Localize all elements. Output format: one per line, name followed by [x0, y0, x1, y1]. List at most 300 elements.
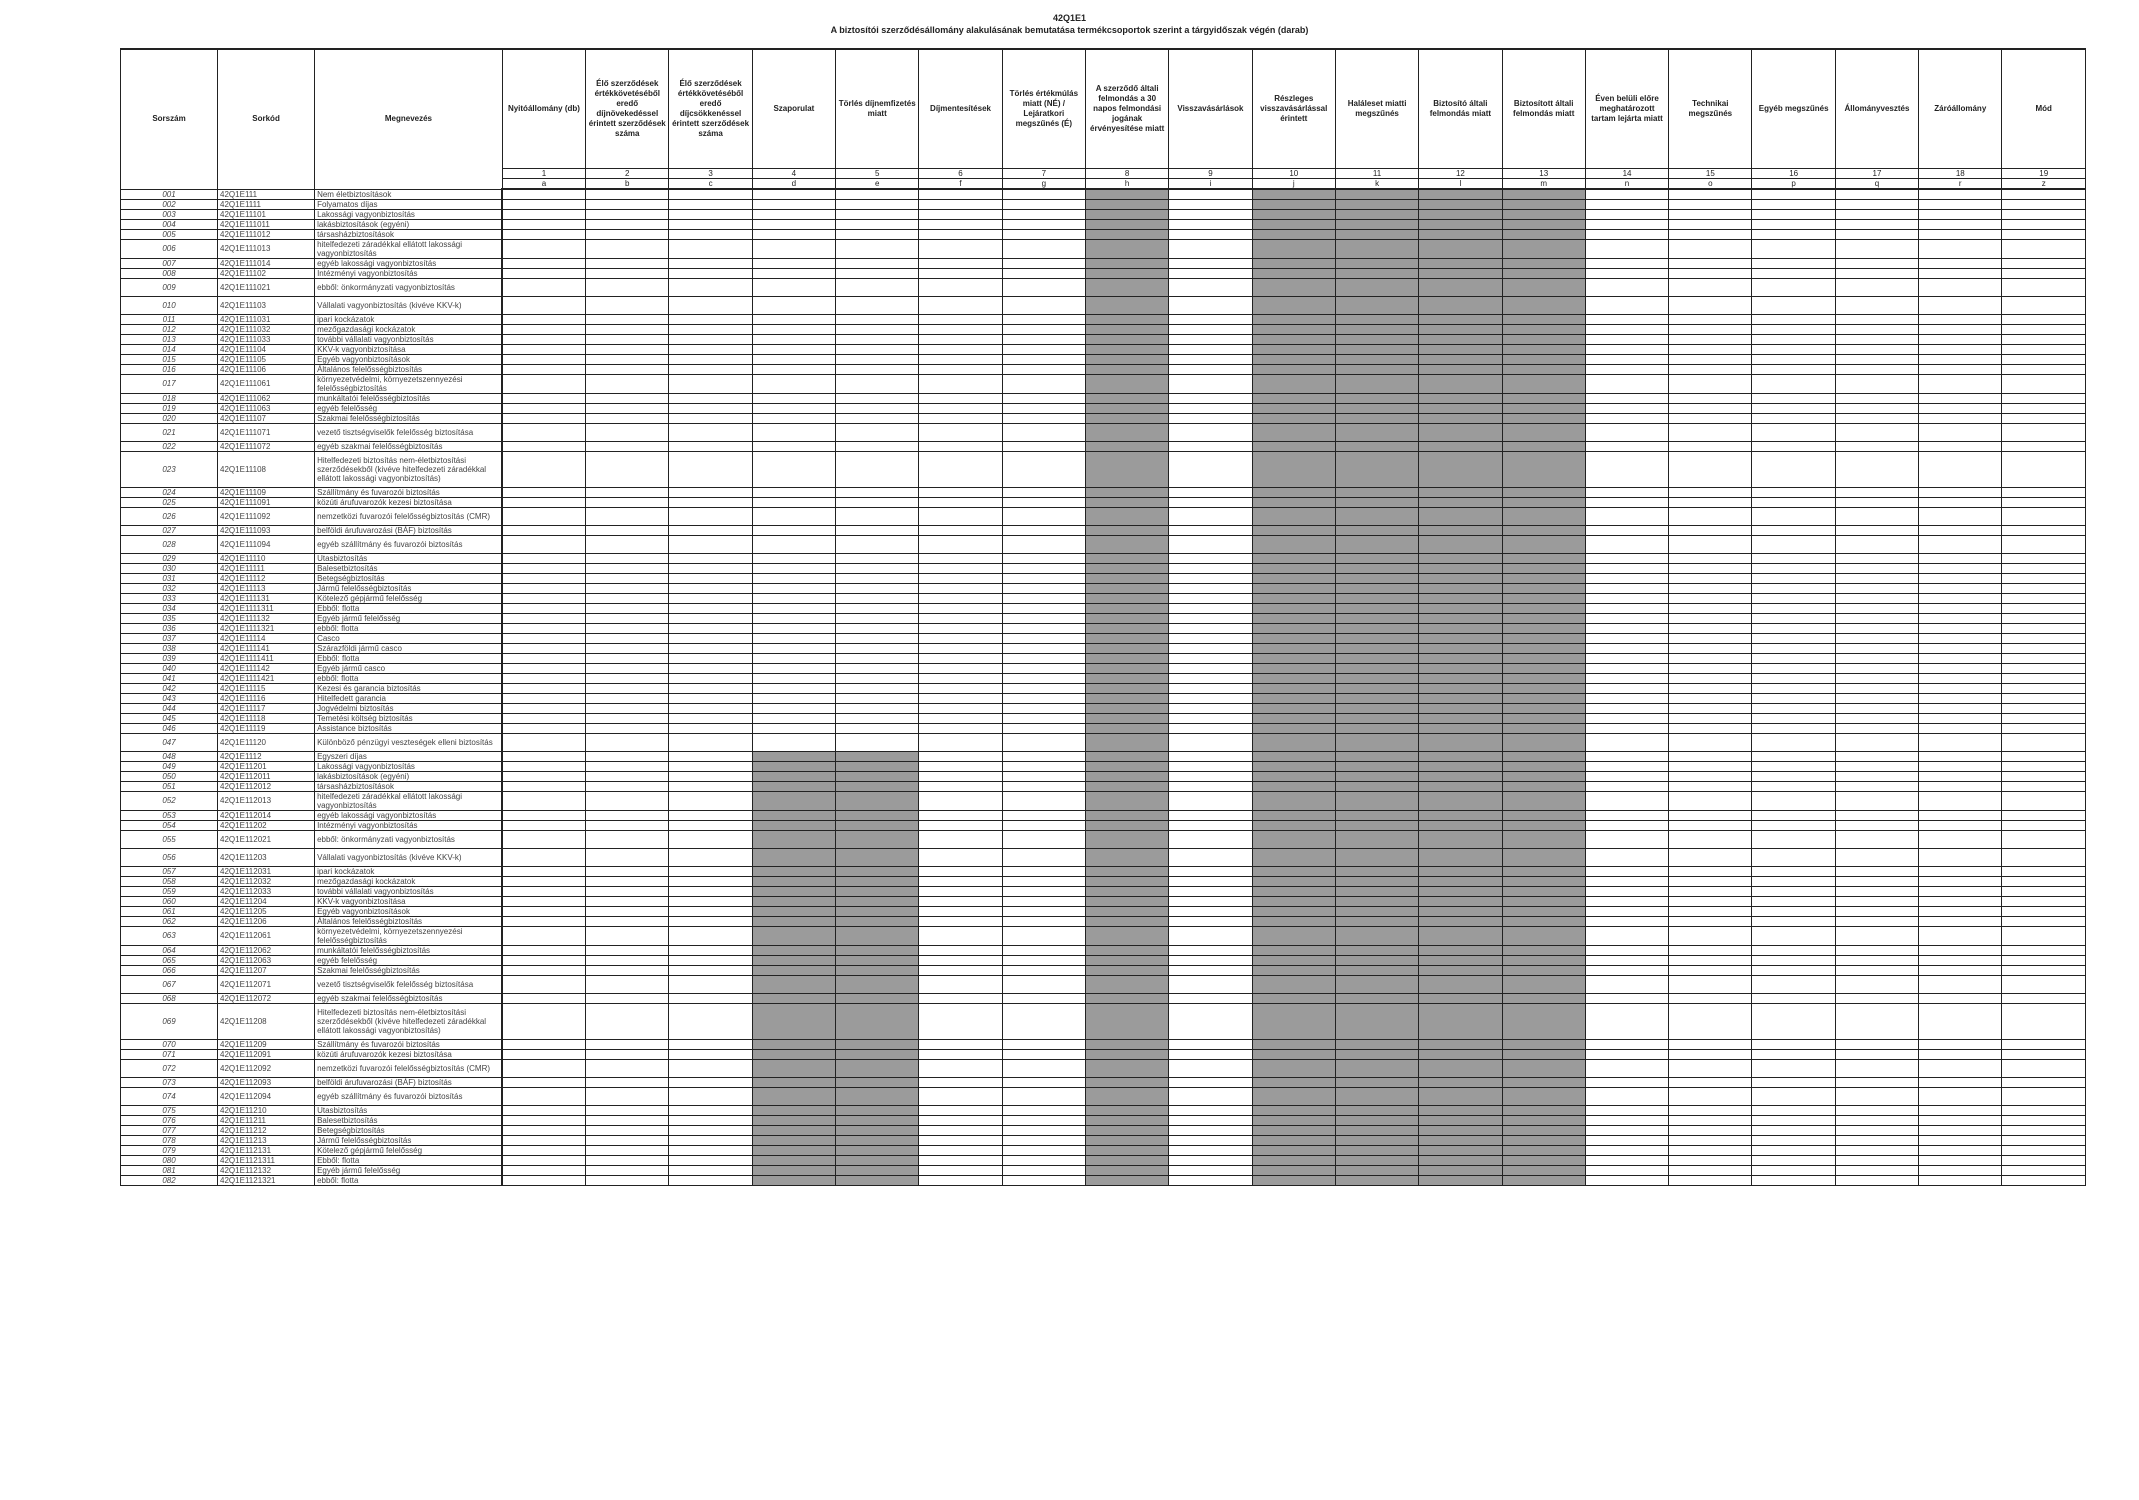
data-cell[interactable]	[752, 374, 835, 393]
data-cell[interactable]	[502, 1059, 585, 1077]
data-cell[interactable]	[586, 916, 669, 926]
data-cell[interactable]	[1585, 896, 1668, 906]
data-cell[interactable]	[1169, 189, 1252, 199]
data-cell[interactable]	[1919, 791, 2002, 810]
data-cell[interactable]	[836, 344, 919, 354]
data-cell[interactable]	[2002, 761, 2086, 771]
data-cell[interactable]	[1002, 916, 1085, 926]
data-cell[interactable]	[1585, 334, 1668, 344]
data-cell[interactable]	[1585, 189, 1668, 199]
data-cell[interactable]	[502, 535, 585, 553]
data-cell[interactable]	[1002, 441, 1085, 451]
data-cell[interactable]	[1919, 573, 2002, 583]
data-cell[interactable]	[669, 916, 752, 926]
data-cell[interactable]	[502, 761, 585, 771]
data-cell[interactable]	[669, 374, 752, 393]
data-cell[interactable]	[1169, 926, 1252, 945]
data-cell[interactable]	[669, 413, 752, 423]
data-cell[interactable]	[1835, 553, 1918, 563]
data-cell[interactable]	[669, 219, 752, 229]
data-cell[interactable]	[502, 653, 585, 663]
data-cell[interactable]	[836, 423, 919, 441]
data-cell[interactable]	[919, 1077, 1002, 1087]
data-cell[interactable]	[1835, 603, 1918, 613]
data-cell[interactable]	[502, 876, 585, 886]
data-cell[interactable]	[1585, 497, 1668, 507]
data-cell[interactable]	[1835, 219, 1918, 229]
data-cell[interactable]	[752, 403, 835, 413]
data-cell[interactable]	[502, 791, 585, 810]
data-cell[interactable]	[1669, 896, 1752, 906]
data-cell[interactable]	[669, 955, 752, 965]
data-cell[interactable]	[1669, 623, 1752, 633]
data-cell[interactable]	[752, 723, 835, 733]
data-cell[interactable]	[669, 751, 752, 761]
data-cell[interactable]	[586, 643, 669, 653]
data-cell[interactable]	[586, 1125, 669, 1135]
data-cell[interactable]	[1669, 723, 1752, 733]
data-cell[interactable]	[1919, 563, 2002, 573]
data-cell[interactable]	[1002, 1087, 1085, 1105]
data-cell[interactable]	[1585, 643, 1668, 653]
data-cell[interactable]	[1835, 713, 1918, 723]
data-cell[interactable]	[1585, 703, 1668, 713]
data-cell[interactable]	[586, 314, 669, 324]
data-cell[interactable]	[1752, 1155, 1835, 1165]
data-cell[interactable]	[1669, 1077, 1752, 1087]
data-cell[interactable]	[919, 926, 1002, 945]
data-cell[interactable]	[586, 993, 669, 1003]
data-cell[interactable]	[1919, 723, 2002, 733]
data-cell[interactable]	[1585, 324, 1668, 334]
data-cell[interactable]	[1169, 683, 1252, 693]
data-cell[interactable]	[502, 258, 585, 268]
data-cell[interactable]	[669, 926, 752, 945]
data-cell[interactable]	[1585, 1145, 1668, 1155]
data-cell[interactable]	[1669, 487, 1752, 497]
data-cell[interactable]	[502, 229, 585, 239]
data-cell[interactable]	[1835, 975, 1918, 993]
data-cell[interactable]	[1752, 733, 1835, 751]
data-cell[interactable]	[1919, 1003, 2002, 1039]
data-cell[interactable]	[1669, 693, 1752, 703]
data-cell[interactable]	[1002, 761, 1085, 771]
data-cell[interactable]	[2002, 374, 2086, 393]
data-cell[interactable]	[1002, 955, 1085, 965]
data-cell[interactable]	[836, 334, 919, 344]
data-cell[interactable]	[1585, 916, 1668, 926]
data-cell[interactable]	[1752, 1049, 1835, 1059]
data-cell[interactable]	[1169, 975, 1252, 993]
data-cell[interactable]	[1752, 848, 1835, 866]
data-cell[interactable]	[669, 830, 752, 848]
data-cell[interactable]	[2002, 563, 2086, 573]
data-cell[interactable]	[2002, 751, 2086, 761]
data-cell[interactable]	[836, 623, 919, 633]
data-cell[interactable]	[669, 1039, 752, 1049]
data-cell[interactable]	[1585, 733, 1668, 751]
data-cell[interactable]	[586, 189, 669, 199]
data-cell[interactable]	[1835, 653, 1918, 663]
data-cell[interactable]	[669, 573, 752, 583]
data-cell[interactable]	[1002, 553, 1085, 563]
data-cell[interactable]	[919, 451, 1002, 487]
data-cell[interactable]	[1669, 653, 1752, 663]
data-cell[interactable]	[1169, 344, 1252, 354]
data-cell[interactable]	[502, 593, 585, 603]
data-cell[interactable]	[919, 1105, 1002, 1115]
data-cell[interactable]	[669, 945, 752, 955]
data-cell[interactable]	[1585, 623, 1668, 633]
data-cell[interactable]	[1919, 364, 2002, 374]
data-cell[interactable]	[669, 535, 752, 553]
data-cell[interactable]	[1169, 955, 1252, 965]
data-cell[interactable]	[1002, 945, 1085, 955]
data-cell[interactable]	[1752, 906, 1835, 916]
data-cell[interactable]	[586, 324, 669, 334]
data-cell[interactable]	[1919, 451, 2002, 487]
data-cell[interactable]	[502, 1155, 585, 1165]
data-cell[interactable]	[669, 791, 752, 810]
data-cell[interactable]	[586, 906, 669, 916]
data-cell[interactable]	[1835, 683, 1918, 693]
data-cell[interactable]	[1002, 403, 1085, 413]
data-cell[interactable]	[586, 583, 669, 593]
data-cell[interactable]	[1169, 239, 1252, 258]
data-cell[interactable]	[836, 324, 919, 334]
data-cell[interactable]	[1919, 278, 2002, 296]
data-cell[interactable]	[502, 364, 585, 374]
data-cell[interactable]	[1835, 623, 1918, 633]
data-cell[interactable]	[1002, 751, 1085, 761]
data-cell[interactable]	[1169, 810, 1252, 820]
data-cell[interactable]	[1585, 791, 1668, 810]
data-cell[interactable]	[1585, 781, 1668, 791]
data-cell[interactable]	[1919, 781, 2002, 791]
data-cell[interactable]	[919, 683, 1002, 693]
data-cell[interactable]	[919, 593, 1002, 603]
data-cell[interactable]	[919, 354, 1002, 364]
data-cell[interactable]	[586, 613, 669, 623]
data-cell[interactable]	[1002, 1049, 1085, 1059]
data-cell[interactable]	[1835, 945, 1918, 955]
data-cell[interactable]	[919, 344, 1002, 354]
data-cell[interactable]	[1669, 683, 1752, 693]
data-cell[interactable]	[919, 703, 1002, 713]
data-cell[interactable]	[1169, 1115, 1252, 1125]
data-cell[interactable]	[2002, 1155, 2086, 1165]
data-cell[interactable]	[1002, 209, 1085, 219]
data-cell[interactable]	[1752, 603, 1835, 613]
data-cell[interactable]	[1669, 781, 1752, 791]
data-cell[interactable]	[1669, 525, 1752, 535]
data-cell[interactable]	[1669, 258, 1752, 268]
data-cell[interactable]	[2002, 683, 2086, 693]
data-cell[interactable]	[2002, 393, 2086, 403]
data-cell[interactable]	[669, 810, 752, 820]
data-cell[interactable]	[2002, 623, 2086, 633]
data-cell[interactable]	[1002, 535, 1085, 553]
data-cell[interactable]	[1169, 413, 1252, 423]
data-cell[interactable]	[919, 673, 1002, 683]
data-cell[interactable]	[1002, 643, 1085, 653]
data-cell[interactable]	[2002, 451, 2086, 487]
data-cell[interactable]	[586, 653, 669, 663]
data-cell[interactable]	[1752, 751, 1835, 761]
data-cell[interactable]	[1752, 916, 1835, 926]
data-cell[interactable]	[1835, 613, 1918, 623]
data-cell[interactable]	[1752, 497, 1835, 507]
data-cell[interactable]	[502, 673, 585, 683]
data-cell[interactable]	[2002, 723, 2086, 733]
data-cell[interactable]	[669, 1049, 752, 1059]
data-cell[interactable]	[1585, 876, 1668, 886]
data-cell[interactable]	[752, 393, 835, 403]
data-cell[interactable]	[752, 507, 835, 525]
data-cell[interactable]	[669, 1087, 752, 1105]
data-cell[interactable]	[586, 497, 669, 507]
data-cell[interactable]	[2002, 487, 2086, 497]
data-cell[interactable]	[1585, 1115, 1668, 1125]
data-cell[interactable]	[2002, 1165, 2086, 1175]
data-cell[interactable]	[502, 703, 585, 713]
data-cell[interactable]	[502, 393, 585, 403]
data-cell[interactable]	[586, 926, 669, 945]
data-cell[interactable]	[836, 451, 919, 487]
data-cell[interactable]	[586, 886, 669, 896]
data-cell[interactable]	[752, 258, 835, 268]
data-cell[interactable]	[586, 593, 669, 603]
data-cell[interactable]	[669, 268, 752, 278]
data-cell[interactable]	[919, 643, 1002, 653]
data-cell[interactable]	[752, 633, 835, 643]
data-cell[interactable]	[1835, 1125, 1918, 1135]
data-cell[interactable]	[1752, 945, 1835, 955]
data-cell[interactable]	[586, 441, 669, 451]
data-cell[interactable]	[586, 1087, 669, 1105]
data-cell[interactable]	[1752, 563, 1835, 573]
data-cell[interactable]	[1169, 451, 1252, 487]
data-cell[interactable]	[919, 771, 1002, 781]
data-cell[interactable]	[2002, 926, 2086, 945]
data-cell[interactable]	[1002, 219, 1085, 229]
data-cell[interactable]	[669, 1175, 752, 1185]
data-cell[interactable]	[919, 1087, 1002, 1105]
data-cell[interactable]	[586, 268, 669, 278]
data-cell[interactable]	[919, 1145, 1002, 1155]
data-cell[interactable]	[1919, 848, 2002, 866]
data-cell[interactable]	[919, 791, 1002, 810]
data-cell[interactable]	[2002, 441, 2086, 451]
data-cell[interactable]	[1835, 563, 1918, 573]
data-cell[interactable]	[1585, 975, 1668, 993]
data-cell[interactable]	[1169, 820, 1252, 830]
data-cell[interactable]	[1835, 830, 1918, 848]
data-cell[interactable]	[1752, 643, 1835, 653]
data-cell[interactable]	[1585, 354, 1668, 364]
data-cell[interactable]	[669, 441, 752, 451]
data-cell[interactable]	[1835, 886, 1918, 896]
data-cell[interactable]	[1919, 751, 2002, 761]
data-cell[interactable]	[586, 229, 669, 239]
data-cell[interactable]	[1002, 1059, 1085, 1077]
data-cell[interactable]	[1585, 693, 1668, 703]
data-cell[interactable]	[1835, 189, 1918, 199]
data-cell[interactable]	[1585, 374, 1668, 393]
data-cell[interactable]	[919, 830, 1002, 848]
data-cell[interactable]	[1919, 1115, 2002, 1125]
data-cell[interactable]	[1919, 633, 2002, 643]
data-cell[interactable]	[1585, 451, 1668, 487]
data-cell[interactable]	[586, 781, 669, 791]
data-cell[interactable]	[502, 993, 585, 1003]
data-cell[interactable]	[1919, 413, 2002, 423]
data-cell[interactable]	[1752, 209, 1835, 219]
data-cell[interactable]	[1002, 896, 1085, 906]
data-cell[interactable]	[2002, 1087, 2086, 1105]
data-cell[interactable]	[1835, 820, 1918, 830]
data-cell[interactable]	[1002, 906, 1085, 916]
data-cell[interactable]	[919, 955, 1002, 965]
data-cell[interactable]	[2002, 673, 2086, 683]
data-cell[interactable]	[2002, 423, 2086, 441]
data-cell[interactable]	[1835, 593, 1918, 603]
data-cell[interactable]	[586, 563, 669, 573]
data-cell[interactable]	[836, 364, 919, 374]
data-cell[interactable]	[669, 278, 752, 296]
data-cell[interactable]	[2002, 239, 2086, 258]
data-cell[interactable]	[669, 1105, 752, 1115]
data-cell[interactable]	[1669, 965, 1752, 975]
data-cell[interactable]	[752, 603, 835, 613]
data-cell[interactable]	[1669, 374, 1752, 393]
data-cell[interactable]	[502, 1135, 585, 1145]
data-cell[interactable]	[1752, 771, 1835, 781]
data-cell[interactable]	[586, 1105, 669, 1115]
data-cell[interactable]	[1835, 209, 1918, 219]
data-cell[interactable]	[1585, 507, 1668, 525]
data-cell[interactable]	[1002, 1135, 1085, 1145]
data-cell[interactable]	[586, 1145, 669, 1155]
data-cell[interactable]	[1169, 830, 1252, 848]
data-cell[interactable]	[1585, 673, 1668, 683]
data-cell[interactable]	[2002, 693, 2086, 703]
data-cell[interactable]	[669, 876, 752, 886]
data-cell[interactable]	[1669, 1059, 1752, 1077]
data-cell[interactable]	[1585, 199, 1668, 209]
data-cell[interactable]	[1835, 643, 1918, 653]
data-cell[interactable]	[2002, 613, 2086, 623]
data-cell[interactable]	[1169, 487, 1252, 497]
data-cell[interactable]	[502, 975, 585, 993]
data-cell[interactable]	[2002, 1049, 2086, 1059]
data-cell[interactable]	[669, 1115, 752, 1125]
data-cell[interactable]	[919, 209, 1002, 219]
data-cell[interactable]	[1669, 673, 1752, 683]
data-cell[interactable]	[669, 354, 752, 364]
data-cell[interactable]	[1002, 866, 1085, 876]
data-cell[interactable]	[1835, 1039, 1918, 1049]
data-cell[interactable]	[1919, 1087, 2002, 1105]
data-cell[interactable]	[669, 993, 752, 1003]
data-cell[interactable]	[586, 423, 669, 441]
data-cell[interactable]	[1002, 1155, 1085, 1165]
data-cell[interactable]	[2002, 791, 2086, 810]
data-cell[interactable]	[919, 1175, 1002, 1185]
data-cell[interactable]	[919, 324, 1002, 334]
data-cell[interactable]	[586, 553, 669, 563]
data-cell[interactable]	[586, 733, 669, 751]
data-cell[interactable]	[919, 423, 1002, 441]
data-cell[interactable]	[586, 955, 669, 965]
data-cell[interactable]	[1002, 1039, 1085, 1049]
data-cell[interactable]	[1002, 199, 1085, 209]
data-cell[interactable]	[919, 1135, 1002, 1145]
data-cell[interactable]	[752, 553, 835, 563]
data-cell[interactable]	[919, 761, 1002, 771]
data-cell[interactable]	[1669, 975, 1752, 993]
data-cell[interactable]	[1835, 334, 1918, 344]
data-cell[interactable]	[1669, 1175, 1752, 1185]
data-cell[interactable]	[1835, 573, 1918, 583]
data-cell[interactable]	[1585, 1105, 1668, 1115]
data-cell[interactable]	[1585, 633, 1668, 643]
data-cell[interactable]	[2002, 993, 2086, 1003]
data-cell[interactable]	[1169, 1039, 1252, 1049]
data-cell[interactable]	[919, 965, 1002, 975]
data-cell[interactable]	[1585, 663, 1668, 673]
data-cell[interactable]	[502, 830, 585, 848]
data-cell[interactable]	[1002, 451, 1085, 487]
data-cell[interactable]	[586, 945, 669, 955]
data-cell[interactable]	[1752, 723, 1835, 733]
data-cell[interactable]	[1835, 733, 1918, 751]
data-cell[interactable]	[1169, 633, 1252, 643]
data-cell[interactable]	[919, 993, 1002, 1003]
data-cell[interactable]	[1002, 653, 1085, 663]
data-cell[interactable]	[669, 497, 752, 507]
data-cell[interactable]	[1585, 573, 1668, 583]
data-cell[interactable]	[1669, 199, 1752, 209]
data-cell[interactable]	[1585, 1077, 1668, 1087]
data-cell[interactable]	[502, 1125, 585, 1135]
data-cell[interactable]	[1585, 525, 1668, 535]
data-cell[interactable]	[2002, 965, 2086, 975]
data-cell[interactable]	[2002, 209, 2086, 219]
data-cell[interactable]	[1919, 1049, 2002, 1059]
data-cell[interactable]	[1002, 507, 1085, 525]
data-cell[interactable]	[1835, 1165, 1918, 1175]
data-cell[interactable]	[502, 613, 585, 623]
data-cell[interactable]	[1669, 866, 1752, 876]
data-cell[interactable]	[1919, 1059, 2002, 1077]
data-cell[interactable]	[919, 781, 1002, 791]
data-cell[interactable]	[836, 525, 919, 535]
data-cell[interactable]	[1669, 1125, 1752, 1135]
data-cell[interactable]	[1919, 830, 2002, 848]
data-cell[interactable]	[502, 423, 585, 441]
data-cell[interactable]	[1585, 613, 1668, 623]
data-cell[interactable]	[1169, 876, 1252, 886]
data-cell[interactable]	[1919, 603, 2002, 613]
data-cell[interactable]	[1919, 926, 2002, 945]
data-cell[interactable]	[669, 761, 752, 771]
data-cell[interactable]	[1002, 975, 1085, 993]
data-cell[interactable]	[669, 673, 752, 683]
data-cell[interactable]	[836, 189, 919, 199]
data-cell[interactable]	[1002, 810, 1085, 820]
data-cell[interactable]	[502, 603, 585, 613]
